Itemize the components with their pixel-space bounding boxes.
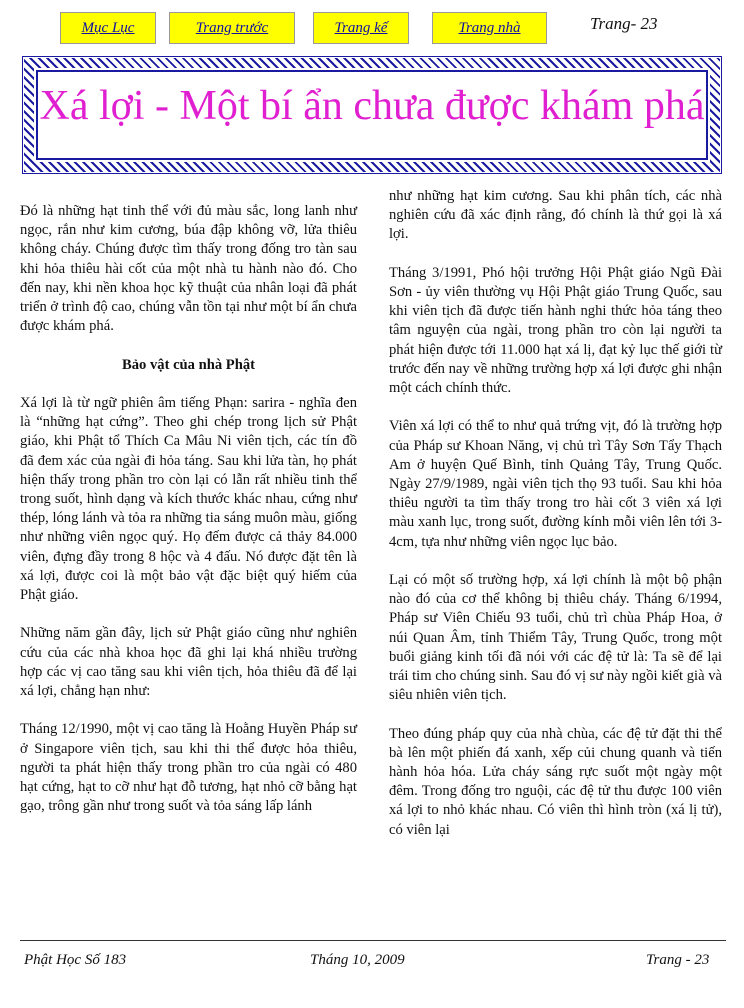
nav-previous-page-button[interactable]: Trang trước	[169, 12, 295, 44]
article-paragraph: Xá lợi là từ ngữ phiên âm tiếng Phạn: sarira - nghĩa đen là “những hạt cứng”. Theo ghi chép trong lịch sử Phật giáo, khi Phật tổ Thích Ca Mâu Ni viên tịch, các tín đồ đã đem xác của ngài đi hỏa táng. Sau khi lửa tàn, họ phát hiện thấy trong phần tro còn lại có lẫn rất nhiều tinh thể trong suốt, hình dạng và kích thước khác nhau, cứng như thép, lóng lánh và tỏa ra những tia sáng muôn màu, giống như những viên ngọc quý. Họ đếm được cả thảy 84.000 viên, đựng đầy trong 8 hộc và 4 đấu. Nó được đặt tên là xá lợi, được coi là một bảo vật đặc biệt quý hiếm của Phật giáo.	[20, 395, 357, 604]
article-paragraph: Đó là những hạt tinh thể với đủ màu sắc, long lanh như ngọc, rắn như kim cương, búa đập không vỡ, lửa thiêu không cháy. Chúng được tìm thấy trong đống tro tàn sau khi hỏa thiêu hài cốt của một nhà tu hành nào đó. Cho đến nay, khi nền khoa học kỹ thuật của nhân loại đã phát triển ở trình độ cao, chúng vẫn tồn tại như một bí ẩn chưa được khám phá.	[20, 203, 357, 335]
article-left-column	[20, 202, 357, 836]
section-heading: Bảo vật của nhà Phật	[122, 356, 255, 373]
nav-muc-luc-button[interactable]: Mục Lục	[60, 12, 156, 44]
article-paragraph: Tháng 12/1990, một vị cao tăng là Hoằng Huyền Pháp sư ở Singapore viên tịch, sau khi thi thể được hỏa thiêu, người ta phát hiện thấy trong phần tro của ngài có 480 hạt cứng, hạt to cỡ như hạt đỗ tương, hạt nhỏ cỡ bằng hạt gạo, trông gần như trong suốt và tỏa sáng lấp lánh	[20, 721, 357, 815]
footer-page-number: Trang - 23	[646, 952, 710, 968]
footer-date: Tháng 10, 2009	[310, 952, 405, 968]
article-paragraph: Lại có một số trường hợp, xá lợi chính là một bộ phận nào đó của cơ thể không bị thiêu cháy. Tháng 6/1994, Pháp sư Viên Chiếu 93 tuổi, chủ trì chùa Pháp Hoa, ở núi Quan Âm, tỉnh Thiểm Tây, Trung Quốc, trong một buổi giảng kinh tối đã nói với các đệ tử là: Ta sẽ để lại trái tim cho chúng sinh. Sau đó vị sư này ngồi kiết già và siêu nhiên viên tịch.	[389, 572, 722, 704]
nav-home-button[interactable]: Trang nhà	[432, 12, 547, 44]
article-paragraph: như những hạt kim cương. Sau khi phân tích, các nhà nghiên cứu đã xác định rằng, đó chính là thứ gọi là xá lợi.	[389, 188, 722, 243]
article-paragraph: Theo đúng pháp quy của nhà chùa, các đệ tử đặt thi thể bà lên một phiến đá xanh, xếp củi chung quanh và tiến hành hỏa hóa. Lửa cháy sáng rực suốt một ngày một đêm. Trong đống tro nguội, các đệ tử thu được 100 viên xá lợi to nhỏ khác nhau. Có viên thì hình tròn (xá lị tử), có viên lại	[389, 725, 722, 838]
footer-divider	[20, 940, 726, 941]
article-paragraph: Những năm gần đây, lịch sử Phật giáo cũng như nghiên cứu của các nhà khoa học đã ghi lại khá nhiều trường hợp các vị cao tăng sau khi viên tịch, hỏa thiêu đã để lại xá lợi, chẳng hạn như:	[20, 625, 357, 700]
page-title: Xá lợi - Một bí ẩn chưa được khám phá	[39, 83, 705, 129]
footer-issue: Phật Học Số 183	[24, 952, 127, 968]
article-paragraph: Viên xá lợi có thể to như quả trứng vịt, đó là trường hợp của Pháp sư Khoan Năng, vị chủ trì Tây Sơn Tẩy Thạch Am ở huyện Quế Bình, tỉnh Quảng Tây, Trung Quốc. Ngày 27/9/1989, ngài viên tịch thọ 93 tuổi. Sau khi hỏa thiêu người ta tìm thấy trong tro hài cốt 3 viên xá lợi màu xanh lục, trong suốt, đường kính mỗi viên lên tới 3-4cm, tựa như những viên ngọc lục bảo.	[389, 418, 722, 550]
article-paragraph: Tháng 3/1991, Phó hội trưởng Hội Phật giáo Ngũ Đài Sơn - ủy viên thường vụ Hội Phật giáo Trung Quốc, sau khi viên tịch đã được tiến hành nghi thức hỏa táng theo tâm nguyện của ngài, trong phần tro còn lại người ta phát hiện được tới 11.000 hạt xá lị, đạt kỷ lục thế giới từ trước đến nay về những trường hợp xá lợi được ghi nhận một cách chính thức.	[389, 264, 722, 397]
article-right-column	[389, 187, 722, 859]
nav-next-page-button[interactable]: Trang kế	[313, 12, 409, 44]
page-number-top: Trang- 23	[590, 14, 658, 33]
